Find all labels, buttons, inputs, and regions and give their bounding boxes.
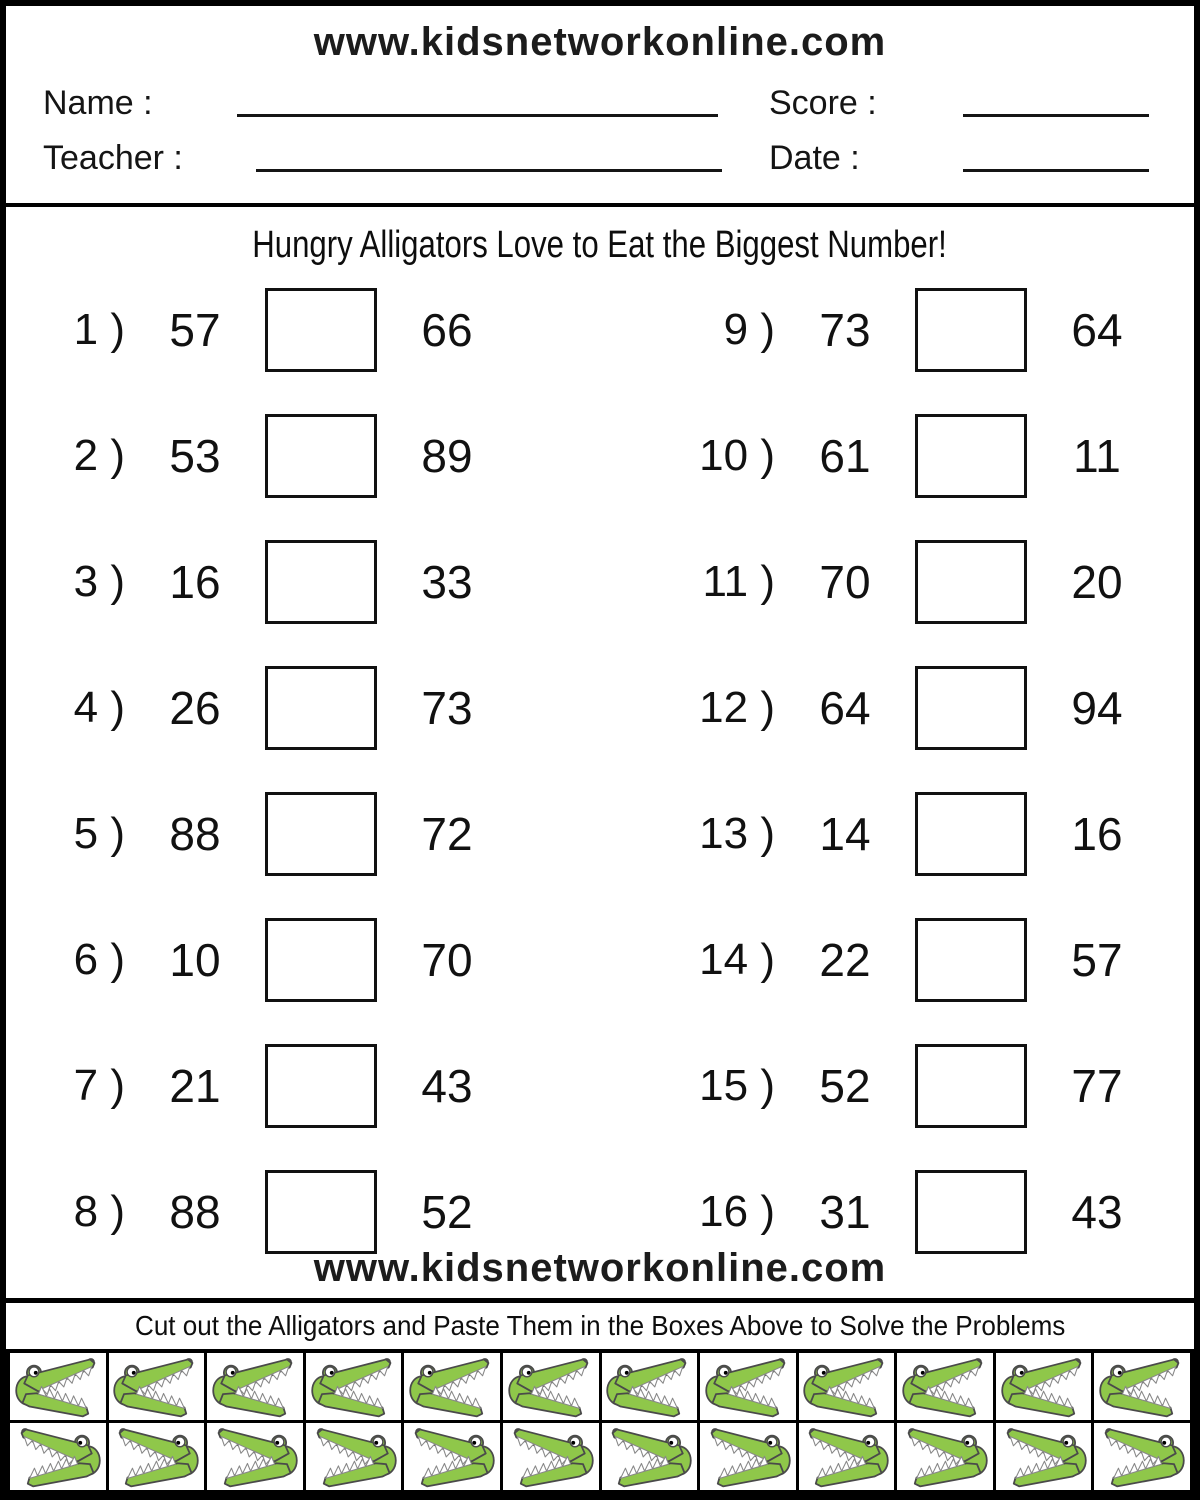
left-number: 73 [819,304,871,356]
problem-row [685,789,1167,879]
teacher-input-line[interactable] [256,169,722,172]
answer-box[interactable] [915,1170,1027,1254]
alligator-icon [603,1355,695,1419]
answer-box[interactable] [265,1044,377,1128]
left-number: 10 [169,934,221,986]
teacher-label: Teacher : [43,139,183,177]
alligator-cutout[interactable] [109,1353,205,1420]
right-number: 43 [1071,1186,1123,1238]
left-number: 57 [169,304,221,356]
right-number: 72 [421,808,473,860]
alligator-cutout[interactable] [207,1423,303,1490]
alligator-cutout[interactable] [799,1353,895,1420]
right-number: 89 [421,430,473,482]
answer-box[interactable] [265,1170,377,1254]
alligator-icon [505,1425,597,1489]
worksheet-body [6,6,1194,1303]
problem-number-label: 16 ) [699,1187,775,1236]
alligator-icon [899,1425,991,1489]
answer-box[interactable] [915,540,1027,624]
worksheet-title: Hungry Alligators Love to Eat the Biggest Number! [252,224,948,266]
right-number: 57 [1071,934,1123,986]
alligator-cutout[interactable] [700,1423,796,1490]
right-number: 43 [421,1060,473,1112]
answer-box[interactable] [265,792,377,876]
alligator-grid [6,1349,1194,1494]
alligator-icon [209,1425,301,1489]
problem-row [685,1041,1167,1131]
alligator-cutout[interactable] [1094,1353,1190,1420]
left-number: 88 [169,808,221,860]
alligator-icon [110,1425,202,1489]
alligator-icon [1096,1425,1188,1489]
problem-row [35,1041,517,1131]
answer-box[interactable] [265,666,377,750]
left-number: 64 [819,682,871,734]
problem-row [35,1167,517,1257]
alligator-cutout[interactable] [404,1353,500,1420]
left-number: 21 [169,1060,221,1112]
right-number: 52 [421,1186,473,1238]
alligator-icon [308,1425,400,1489]
answer-box[interactable] [915,666,1027,750]
name-input-line[interactable] [237,114,718,117]
alligator-cutout[interactable] [996,1353,1092,1420]
problem-row [35,285,517,375]
title-row [6,224,1194,267]
alligator-cutout[interactable] [602,1423,698,1490]
right-number: 33 [421,556,473,608]
problem-number-label: 3 ) [73,557,125,606]
problem-row [35,663,517,753]
alligator-cutout[interactable] [503,1423,599,1490]
alligator-icon [209,1355,301,1419]
alligator-cutout[interactable] [404,1423,500,1490]
right-number: 73 [421,682,473,734]
alligator-icon [505,1355,597,1419]
alligator-icon [12,1355,104,1419]
right-number: 20 [1071,556,1123,608]
problem-row [685,537,1167,627]
alligator-cutout[interactable] [109,1423,205,1490]
alligator-icon [406,1425,498,1489]
alligator-cutout[interactable] [996,1423,1092,1490]
score-input-line[interactable] [963,114,1149,117]
alligator-cutout[interactable] [799,1423,895,1490]
problem-number-label: 6 ) [73,935,125,984]
alligator-cutout[interactable] [306,1353,402,1420]
alligator-icon [702,1355,794,1419]
problem-number-label: 7 ) [73,1061,125,1110]
left-number: 16 [169,556,221,608]
alligator-icon [12,1425,104,1489]
left-number: 70 [819,556,871,608]
problem-number-label: 8 ) [73,1187,125,1236]
answer-box[interactable] [915,918,1027,1002]
alligator-icon [899,1355,991,1419]
alligator-cutout[interactable] [10,1423,106,1490]
left-number: 26 [169,682,221,734]
alligator-icon [800,1425,892,1489]
left-number: 88 [169,1186,221,1238]
alligator-cutout[interactable] [897,1423,993,1490]
problem-number-label: 1 ) [73,305,125,354]
problem-number-label: 12 ) [699,683,775,732]
alligator-cutout[interactable] [306,1423,402,1490]
right-number: 66 [421,304,473,356]
left-number: 52 [819,1060,871,1112]
alligator-icon [603,1425,695,1489]
left-number: 22 [819,934,871,986]
problem-row [685,411,1167,501]
date-label: Date : [769,139,860,177]
problem-row [685,285,1167,375]
problem-row [685,915,1167,1005]
alligator-icon [1096,1355,1188,1419]
problem-number-label: 9 ) [723,305,775,354]
problem-row [35,789,517,879]
answer-box[interactable] [915,414,1027,498]
score-label: Score : [769,84,877,122]
problem-row [35,411,517,501]
alligator-cutout[interactable] [207,1353,303,1420]
right-number: 11 [1073,430,1121,482]
alligator-cutout[interactable] [897,1353,993,1420]
left-number: 61 [819,430,871,482]
answer-box[interactable] [265,288,377,372]
name-label: Name : [43,84,153,122]
problem-row [685,1167,1167,1257]
alligator-icon [406,1355,498,1419]
left-number: 53 [169,430,221,482]
right-number: 94 [1071,682,1123,734]
alligator-cutout[interactable] [10,1353,106,1420]
problem-number-label: 2 ) [73,431,125,480]
alligator-cutout[interactable] [602,1353,698,1420]
answer-box[interactable] [265,918,377,1002]
problem-number-label: 11 ) [702,557,775,606]
answer-box[interactable] [265,540,377,624]
right-number: 77 [1071,1060,1123,1112]
right-number: 70 [421,934,473,986]
instruction-text: Cut out the Alligators and Paste Them in the Boxes Above to Solve the Problems [134,1310,1066,1341]
alligator-icon [800,1355,892,1419]
left-number: 31 [819,1186,871,1238]
date-input-line[interactable] [963,169,1149,172]
alligator-icon [998,1425,1090,1489]
problem-number-label: 5 ) [73,809,125,858]
instruction-row [6,1303,1194,1349]
left-number: 14 [819,808,871,860]
problem-number-label: 14 ) [699,935,775,984]
answer-box[interactable] [915,792,1027,876]
header-divider [0,203,1200,207]
alligator-icon [702,1425,794,1489]
site-url-header: www.kidsnetworkonline.com [313,20,887,64]
problem-number-label: 15 ) [699,1061,775,1110]
alligator-cutout[interactable] [700,1353,796,1420]
alligator-icon [110,1355,202,1419]
alligator-icon [998,1355,1090,1419]
answer-box[interactable] [915,288,1027,372]
problem-row [35,915,517,1005]
alligator-cutout[interactable] [1094,1423,1190,1490]
problem-number-label: 13 ) [699,809,775,858]
answer-box[interactable] [915,1044,1027,1128]
problem-row [685,663,1167,753]
right-number: 16 [1071,808,1123,860]
alligator-icon [308,1355,400,1419]
problem-row [35,537,517,627]
site-url-footer: www.kidsnetworkonline.com [313,1246,887,1290]
problem-number-label: 10 ) [699,431,775,480]
right-number: 64 [1071,304,1123,356]
problem-number-label: 4 ) [73,683,125,732]
answer-box[interactable] [265,414,377,498]
alligator-cutout[interactable] [503,1353,599,1420]
